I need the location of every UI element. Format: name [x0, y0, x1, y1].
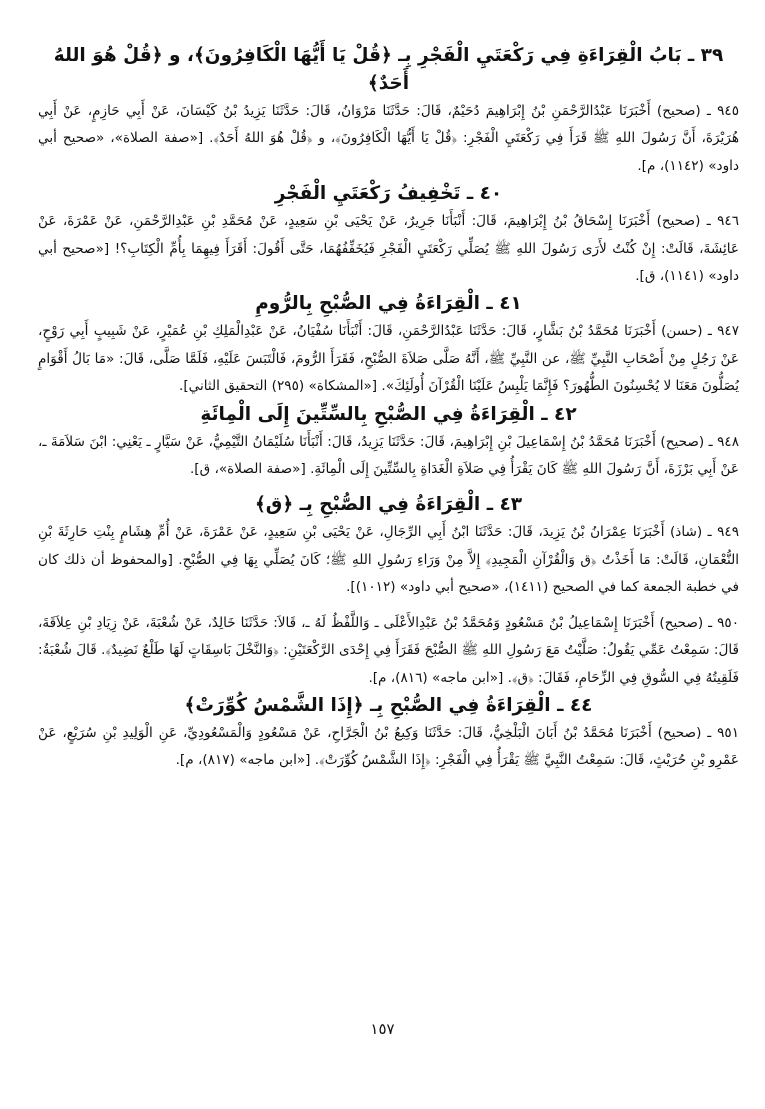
page-number: ١٥٧ [370, 1020, 395, 1038]
section-heading-44: ٤٤ ـ الْقِرَاءَةُ فِي الصُّبْحِ بِـ ﴿إِذَا الشَّمْسُ كُوِّرَتْ﴾ [184, 694, 593, 716]
section-heading-41: ٤١ ـ الْقِرَاءَةُ فِي الصُّبْحِ بِالرُّومِ [255, 293, 522, 315]
section-heading-43: ٤٣ ـ الْقِرَاءَةُ فِي الصُّبْحِ بِـ ﴿ق﴾ [254, 494, 523, 516]
page-body [38, 42, 739, 1109]
section-heading-42: ٤٢ ـ الْقِرَاءَةُ فِي الصُّبْحِ بِالسِّتِّينَ إِلَى الْمِائَةِ [200, 403, 577, 425]
hadith-947: ٩٤٧ ـ (حسن) أَخْبَرَنَا مُحَمَّدُ بْنُ بَشَّارٍ، قَالَ: حَدَّثَنَا عَبْدُالرَّحْمَنِ، قَالَ: أَنْبَأَنَا سُفْيَانُ، عَنْ عَبْدِالْمَلِكِ بْنِ عُمَيْرٍ، عَنْ شَبِيبٍ أَبِي رَوْحٍ، عَنْ رَجُلٍ مِنْ أَصْحَابِ النَّبِيِّ ﷺ، عن النَّبِيِّ ﷺ، أَنَّهُ صَلَّى صَلاَةَ الصُّبْحِ، فَقَرَأَ الرُّومَ، فَالْتَبَسَ عَلَيْهِ، فَلَمَّا صَلَّى، قَالَ: «مَا بَالُ أَقْوَامٍ يُصَلُّونَ مَعَنَا لا يُحْسِنُونَ الطُّهُورَ؟ فَإِنَّمَا يَلْبِسُ عَلَيْنَا الْقُرْآنَ أُولَئِكَ». [«المشكاة» (٢٩٥) التحقيق الثاني]. [38, 323, 739, 395]
hadith-949: ٩٤٩ ـ (شاذ) أَخْبَرَنَا عِمْرَانُ بْنُ يَزِيدَ، قَالَ: حَدَّثَنَا ابْنُ أَبِي الرِّجَالِ، عَنْ يَحْيَى بْنِ سَعِيدٍ، عَنْ عَمْرَةَ، عَنْ أُمِّ هِشَامٍ بِنْتِ حَارِثَةَ بْنِ النُّعْمَانِ، قَالَتْ: مَا أَخَذْتُ ﴿ق وَالْقُرْآنِ الْمَجِيدِ﴾ إِلاَّ مِنْ وَرَاءِ رَسُولِ اللهِ ﷺ؛ كَانَ يُصَلِّي بِهَا فِي الصُّبْحِ. [والمحفوظ أن ذلك كان في خطبة الجمعة كما في الصحيح (١٤١١)، «صحيح أبي داود» (١٠١٢)]. [38, 524, 739, 596]
section-heading-40: ٤٠ ـ تَخْفِيفُ رَكْعَتَيِ الْفَجْرِ [274, 183, 503, 205]
hadith-948: ٩٤٨ ـ (صحيح) أَخْبَرَنَا مُحَمَّدُ بْنُ إِسْمَاعِيلَ بْنِ إِبْرَاهِيمَ، قَالَ: حَدَّثَنَا يَزِيدُ، قَالَ: أَنْبَأَنَا سُلَيْمَانُ التَّيْمِيُّ، عَنْ سَيَّارٍ ـ يَعْنِي: ابْنَ سَلاَمَةَ ـ، عَنْ أَبِي بَرْزَةَ، أَنَّ رَسُولَ اللهِ ﷺ كَانَ يَقْرَأُ فِي صَلاَةِ الْغَدَاةِ بِالسِّتِّينَ إِلَى الْمِائَةِ. [«صفة الصلاة»، ق]. [38, 433, 739, 478]
hadith-950: ٩٥٠ ـ (صحيح) أَخْبَرَنَا إِسْمَاعِيلُ بْنُ مَسْعُودٍ وَمُحَمَّدُ بْنُ عَبْدِالأَعْلَى ـ وَاللَّفْظُ لَهُ ـ، قَالاَ: حَدَّثَنَا خَالِدٌ، عَنْ شُعْبَةَ، عَنْ زِيَادِ بْنِ عِلاَقَةَ، قَالَ: سَمِعْتُ عَمِّي يَقُولُ: صَلَّيْتُ مَعَ رَسُولِ اللهِ ﷺ الصُّبْحَ فَقَرَأَ فِي إِحْدَى الرَّكْعَتَيْنِ: ﴿وَالنَّخْلَ بَاسِقَاتٍ لَهَا طَلْعٌ نَضِيدٌ﴾. قَالَ شُعْبَةُ: فَلَقِيتُهُ فِي السُّوقِ فِي الزِّحَامِ، فَقَالَ: ﴿ق﴾. [«ابن ماجه» (٨١٦)، م]. [38, 614, 739, 686]
hadith-951: ٩٥١ ـ (صحيح) أَخْبَرَنَا مُحَمَّدُ بْنُ أَبَانَ الْبَلْخِيُّ، قَالَ: حَدَّثَنَا وَكِيعُ بْنُ الْجَرَّاحِ، عَنْ مَسْعُودٍ وَالْمَسْعُودِيِّ، عَنِ الْوَلِيدِ بْنِ سُرَيْعٍ، عَنْ عَمْرِو بْنِ حُرَيْثٍ، قَالَ: سَمِعْتُ النَّبِيَّ ﷺ يَقْرَأُ فِي الْفَجْرِ: ﴿إِذَا الشَّمْسُ كُوِّرَتْ﴾. [«ابن ماجه» (٨١٧)، م]. [38, 724, 739, 769]
hadith-946: ٩٤٦ ـ (صحيح) أَخْبَرَنَا إِسْحَاقُ بْنُ إِبْرَاهِيمَ، قَالَ: أَنْبَأَنَا جَرِيرٌ، عَنْ يَحْيَى بْنِ سَعِيدٍ، عَنْ مُحَمَّدِ بْنِ عَبْدِالرَّحْمَنِ، عَنْ عَمْرَةَ، عَنْ عَائِشَةَ، قَالَتْ: إِنْ كُنْتُ لأَرَى رَسُولَ اللهِ ﷺ يُصَلِّي رَكْعَتَيِ الْفَجْرِ فَيُخَفِّفُهُمَا، حَتَّى أَقُولَ: أَقَرَأَ فِيهِمَا بِأُمِّ الْكِتَابِ؟! [«صحيح أبي داود» (١١٤١)، ق]. [38, 213, 739, 285]
hadith-945: ٩٤٥ ـ (صحيح) أَخْبَرَنَا عَبْدُالرَّحْمَنِ بْنُ إِبْرَاهِيمَ دُحَيْمٌ، قَالَ: حَدَّثَنَا مَرْوَانُ، قَالَ: حَدَّثَنَا يَزِيدُ بْنُ كَيْسَانَ، عَنْ أَبِي حَازِمٍ، عَنْ أَبِي هُرَيْرَةَ، أَنَّ رَسُولَ اللهِ ﷺ قَرَأَ فِي رَكْعَتَيِ الْفَجْرِ: ﴿قُلْ يَا أَيُّهَا الْكَافِرُونَ﴾، و ﴿قُلْ هُوَ اللهُ أَحَدٌ﴾. [«صفة الصلاة»، «صحيح أبي داود» (١١٤٢)، م]. [38, 103, 739, 174]
section-heading-39: ٣٩ ـ بَابُ الْقِرَاءَةِ فِي رَكْعَتَيِ الْفَجْرِ بِـ ﴿قُلْ يَا أَيُّهَا الْكَافِرُونَ﴾، و ﴿قُلْ هُوَ اللهُ أَحَدٌ﴾ [53, 45, 724, 94]
